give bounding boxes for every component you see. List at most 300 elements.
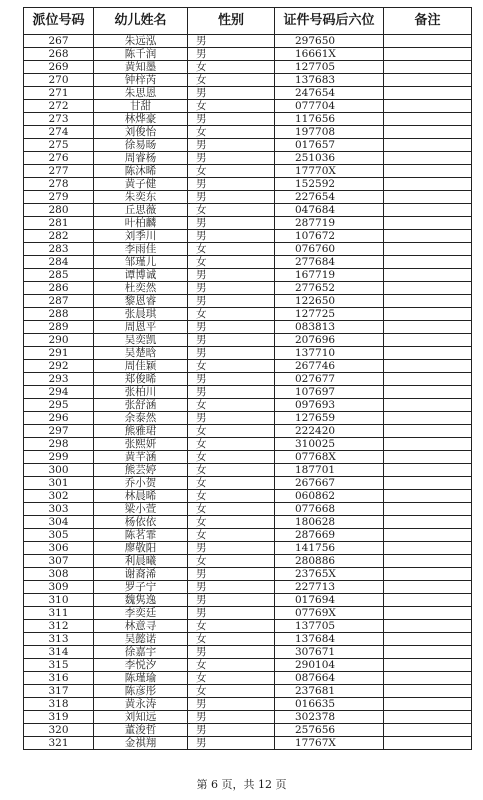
- cell-remarks: [384, 48, 472, 61]
- cell-lottery-number: 313: [24, 633, 94, 646]
- cell-child-name: 金祺翔: [94, 737, 188, 750]
- cell-id-last-six: 07769X: [275, 607, 384, 620]
- cell-id-last-six: 060862: [275, 490, 384, 503]
- cell-gender: 女: [188, 425, 275, 438]
- cell-remarks: [384, 607, 472, 620]
- cell-lottery-number: 281: [24, 217, 94, 230]
- cell-child-name: 黄知墨: [94, 61, 188, 74]
- cell-child-name: 朱远泓: [94, 35, 188, 48]
- cell-id-last-six: 310025: [275, 438, 384, 451]
- cell-lottery-number: 273: [24, 113, 94, 126]
- table-row: [24, 217, 472, 230]
- cell-id-last-six: 222420: [275, 425, 384, 438]
- table-row: [24, 152, 472, 165]
- cell-lottery-number: 274: [24, 126, 94, 139]
- cell-child-name: 谭博诚: [94, 269, 188, 282]
- cell-id-last-six: 197708: [275, 126, 384, 139]
- cell-lottery-number: 316: [24, 672, 94, 685]
- cell-id-last-six: 251036: [275, 152, 384, 165]
- cell-lottery-number: 293: [24, 373, 94, 386]
- cell-lottery-number: 321: [24, 737, 94, 750]
- table-row: [24, 282, 472, 295]
- cell-remarks: [384, 620, 472, 633]
- cell-remarks: [384, 321, 472, 334]
- cell-id-last-six: 152592: [275, 178, 384, 191]
- cell-remarks: [384, 243, 472, 256]
- cell-child-name: 叶柏麟: [94, 217, 188, 230]
- cell-gender: 男: [188, 386, 275, 399]
- cell-remarks: [384, 685, 472, 698]
- cell-gender: 女: [188, 165, 275, 178]
- cell-remarks: [384, 412, 472, 425]
- cell-id-last-six: 23765X: [275, 568, 384, 581]
- cell-child-name: 刘俊怡: [94, 126, 188, 139]
- table-row: [24, 113, 472, 126]
- cell-remarks: [384, 490, 472, 503]
- cell-gender: 女: [188, 477, 275, 490]
- cell-child-name: 朱奕东: [94, 191, 188, 204]
- cell-remarks: [384, 87, 472, 100]
- cell-id-last-six: 127705: [275, 61, 384, 74]
- cell-lottery-number: 286: [24, 282, 94, 295]
- cell-remarks: [384, 165, 472, 178]
- cell-remarks: [384, 113, 472, 126]
- cell-remarks: [384, 373, 472, 386]
- cell-id-last-six: 237681: [275, 685, 384, 698]
- cell-child-name: 谢裔浠: [94, 568, 188, 581]
- cell-id-last-six: 290104: [275, 659, 384, 672]
- cell-gender: 男: [188, 347, 275, 360]
- cell-lottery-number: 269: [24, 61, 94, 74]
- cell-remarks: [384, 594, 472, 607]
- table-row: [24, 607, 472, 620]
- table-row: [24, 308, 472, 321]
- cell-gender: 女: [188, 529, 275, 542]
- cell-child-name: 廖敬阳: [94, 542, 188, 555]
- cell-remarks: [384, 191, 472, 204]
- cell-id-last-six: 247654: [275, 87, 384, 100]
- cell-lottery-number: 288: [24, 308, 94, 321]
- cell-gender: 男: [188, 152, 275, 165]
- table-row: [24, 724, 472, 737]
- cell-gender: 男: [188, 295, 275, 308]
- cell-id-last-six: 077668: [275, 503, 384, 516]
- cell-gender: 男: [188, 113, 275, 126]
- cell-lottery-number: 309: [24, 581, 94, 594]
- table-row: [24, 61, 472, 74]
- cell-remarks: [384, 74, 472, 87]
- table-row: [24, 386, 472, 399]
- table-row: [24, 191, 472, 204]
- cell-lottery-number: 282: [24, 230, 94, 243]
- cell-id-last-six: 097693: [275, 399, 384, 412]
- table-row: [24, 360, 472, 373]
- cell-child-name: 徐易旸: [94, 139, 188, 152]
- cell-gender: 男: [188, 646, 275, 659]
- cell-remarks: [384, 698, 472, 711]
- cell-lottery-number: 304: [24, 516, 94, 529]
- cell-remarks: [384, 126, 472, 139]
- cell-id-last-six: 047684: [275, 204, 384, 217]
- cell-child-name: 李悦汐: [94, 659, 188, 672]
- cell-child-name: 丘思薇: [94, 204, 188, 217]
- cell-gender: 女: [188, 490, 275, 503]
- cell-remarks: [384, 516, 472, 529]
- cell-id-last-six: 17770X: [275, 165, 384, 178]
- header-row: [24, 8, 472, 35]
- table-row: [24, 477, 472, 490]
- table-row: [24, 529, 472, 542]
- cell-id-last-six: 227654: [275, 191, 384, 204]
- cell-child-name: 李奕廷: [94, 607, 188, 620]
- cell-remarks: [384, 425, 472, 438]
- cell-gender: 男: [188, 607, 275, 620]
- cell-id-last-six: 027677: [275, 373, 384, 386]
- cell-remarks: [384, 542, 472, 555]
- cell-remarks: [384, 61, 472, 74]
- cell-remarks: [384, 568, 472, 581]
- cell-child-name: 刘季川: [94, 230, 188, 243]
- cell-id-last-six: 167719: [275, 269, 384, 282]
- cell-remarks: [384, 737, 472, 750]
- table-row: [24, 659, 472, 672]
- cell-child-name: 周佳颖: [94, 360, 188, 373]
- cell-child-name: 乔小贺: [94, 477, 188, 490]
- cell-gender: 男: [188, 178, 275, 191]
- cell-gender: 男: [188, 269, 275, 282]
- header-child-name: 幼儿姓名: [94, 8, 188, 35]
- cell-lottery-number: 272: [24, 100, 94, 113]
- table-row: [24, 230, 472, 243]
- cell-remarks: [384, 633, 472, 646]
- cell-child-name: 陈沐晞: [94, 165, 188, 178]
- cell-remarks: [384, 659, 472, 672]
- cell-child-name: 郑俊晞: [94, 373, 188, 386]
- cell-id-last-six: 277684: [275, 256, 384, 269]
- cell-child-name: 黎恩睿: [94, 295, 188, 308]
- cell-id-last-six: 16661X: [275, 48, 384, 61]
- cell-lottery-number: 315: [24, 659, 94, 672]
- cell-child-name: 黄芊涵: [94, 451, 188, 464]
- cell-child-name: 罗子宁: [94, 581, 188, 594]
- cell-gender: 男: [188, 217, 275, 230]
- cell-child-name: 周睿杨: [94, 152, 188, 165]
- cell-gender: 男: [188, 334, 275, 347]
- table-row: [24, 347, 472, 360]
- cell-gender: 女: [188, 399, 275, 412]
- table-row: [24, 139, 472, 152]
- cell-remarks: [384, 256, 472, 269]
- cell-child-name: 杜奕然: [94, 282, 188, 295]
- cell-lottery-number: 298: [24, 438, 94, 451]
- cell-lottery-number: 308: [24, 568, 94, 581]
- table-row: [24, 165, 472, 178]
- cell-remarks: [384, 152, 472, 165]
- cell-id-last-six: 267667: [275, 477, 384, 490]
- cell-lottery-number: 314: [24, 646, 94, 659]
- cell-remarks: [384, 711, 472, 724]
- cell-lottery-number: 270: [24, 74, 94, 87]
- cell-gender: 男: [188, 724, 275, 737]
- cell-id-last-six: 107672: [275, 230, 384, 243]
- cell-id-last-six: 077704: [275, 100, 384, 113]
- cell-remarks: [384, 672, 472, 685]
- cell-lottery-number: 277: [24, 165, 94, 178]
- table-row: [24, 438, 472, 451]
- cell-lottery-number: 287: [24, 295, 94, 308]
- cell-lottery-number: 300: [24, 464, 94, 477]
- cell-id-last-six: 017657: [275, 139, 384, 152]
- cell-remarks: [384, 555, 472, 568]
- cell-gender: 女: [188, 464, 275, 477]
- cell-remarks: [384, 477, 472, 490]
- cell-id-last-six: 207696: [275, 334, 384, 347]
- cell-remarks: [384, 139, 472, 152]
- cell-remarks: [384, 451, 472, 464]
- cell-id-last-six: 137683: [275, 74, 384, 87]
- cell-remarks: [384, 308, 472, 321]
- cell-child-name: 张柏川: [94, 386, 188, 399]
- cell-id-last-six: 076760: [275, 243, 384, 256]
- cell-id-last-six: 017694: [275, 594, 384, 607]
- cell-lottery-number: 284: [24, 256, 94, 269]
- cell-remarks: [384, 269, 472, 282]
- table-row: [24, 334, 472, 347]
- table-row: [24, 399, 472, 412]
- table-row: [24, 685, 472, 698]
- cell-id-last-six: 17767X: [275, 737, 384, 750]
- cell-id-last-six: 257656: [275, 724, 384, 737]
- cell-child-name: 余泰然: [94, 412, 188, 425]
- cell-id-last-six: 227713: [275, 581, 384, 594]
- cell-lottery-number: 292: [24, 360, 94, 373]
- table-row: [24, 711, 472, 724]
- cell-remarks: [384, 581, 472, 594]
- table-row: [24, 620, 472, 633]
- cell-remarks: [384, 386, 472, 399]
- cell-lottery-number: 312: [24, 620, 94, 633]
- header-gender: 性别: [188, 8, 275, 35]
- cell-child-name: 杨依依: [94, 516, 188, 529]
- cell-lottery-number: 320: [24, 724, 94, 737]
- table-row: [24, 698, 472, 711]
- table-row: [24, 269, 472, 282]
- cell-id-last-six: 302378: [275, 711, 384, 724]
- cell-gender: 男: [188, 191, 275, 204]
- page-footer: 第 6 页，共 12 页: [196, 778, 287, 791]
- table-row: [24, 516, 472, 529]
- cell-gender: 女: [188, 503, 275, 516]
- cell-gender: 男: [188, 321, 275, 334]
- table-row: [24, 633, 472, 646]
- cell-gender: 女: [188, 633, 275, 646]
- table-body: [24, 35, 472, 750]
- table-row: [24, 490, 472, 503]
- cell-lottery-number: 311: [24, 607, 94, 620]
- header-lottery-number: 派位号码: [24, 8, 94, 35]
- cell-lottery-number: 291: [24, 347, 94, 360]
- cell-id-last-six: 180628: [275, 516, 384, 529]
- cell-child-name: 周恩平: [94, 321, 188, 334]
- cell-child-name: 陈彦彤: [94, 685, 188, 698]
- cell-lottery-number: 319: [24, 711, 94, 724]
- cell-lottery-number: 295: [24, 399, 94, 412]
- table-row: [24, 412, 472, 425]
- cell-lottery-number: 279: [24, 191, 94, 204]
- cell-remarks: [384, 503, 472, 516]
- cell-remarks: [384, 347, 472, 360]
- cell-gender: 女: [188, 126, 275, 139]
- cell-id-last-six: 083813: [275, 321, 384, 334]
- table-row: [24, 74, 472, 87]
- cell-lottery-number: 310: [24, 594, 94, 607]
- table-row: [24, 243, 472, 256]
- table-row: [24, 594, 472, 607]
- cell-gender: 女: [188, 243, 275, 256]
- cell-child-name: 利晨曦: [94, 555, 188, 568]
- cell-remarks: [384, 529, 472, 542]
- cell-remarks: [384, 217, 472, 230]
- cell-lottery-number: 297: [24, 425, 94, 438]
- cell-gender: 女: [188, 204, 275, 217]
- table-row: [24, 568, 472, 581]
- cell-id-last-six: 07768X: [275, 451, 384, 464]
- cell-gender: 女: [188, 451, 275, 464]
- cell-child-name: 董浚哲: [94, 724, 188, 737]
- cell-lottery-number: 294: [24, 386, 94, 399]
- table-row: [24, 464, 472, 477]
- roster-sheet: [23, 7, 471, 750]
- cell-gender: 女: [188, 685, 275, 698]
- cell-child-name: 李雨佳: [94, 243, 188, 256]
- cell-remarks: [384, 438, 472, 451]
- cell-child-name: 吴奕凯: [94, 334, 188, 347]
- table-row: [24, 295, 472, 308]
- cell-lottery-number: 318: [24, 698, 94, 711]
- cell-child-name: 刘知远: [94, 711, 188, 724]
- cell-gender: 女: [188, 672, 275, 685]
- cell-id-last-six: 117656: [275, 113, 384, 126]
- table-row: [24, 672, 472, 685]
- cell-lottery-number: 301: [24, 477, 94, 490]
- cell-gender: 男: [188, 373, 275, 386]
- header-remarks: 备注: [384, 8, 472, 35]
- cell-gender: 男: [188, 412, 275, 425]
- cell-child-name: 徐嘉宇: [94, 646, 188, 659]
- cell-lottery-number: 289: [24, 321, 94, 334]
- cell-gender: 男: [188, 230, 275, 243]
- cell-gender: 女: [188, 516, 275, 529]
- cell-remarks: [384, 295, 472, 308]
- cell-gender: 男: [188, 581, 275, 594]
- cell-gender: 男: [188, 35, 275, 48]
- cell-child-name: 钟梓芮: [94, 74, 188, 87]
- cell-lottery-number: 280: [24, 204, 94, 217]
- cell-id-last-six: 127725: [275, 308, 384, 321]
- table-row: [24, 178, 472, 191]
- cell-child-name: 陈茗霏: [94, 529, 188, 542]
- cell-id-last-six: 122650: [275, 295, 384, 308]
- table-row: [24, 503, 472, 516]
- cell-child-name: 黄永涛: [94, 698, 188, 711]
- table-row: [24, 373, 472, 386]
- cell-child-name: 林晨晞: [94, 490, 188, 503]
- cell-gender: 女: [188, 659, 275, 672]
- cell-child-name: 张晨琪: [94, 308, 188, 321]
- cell-remarks: [384, 334, 472, 347]
- cell-gender: 男: [188, 711, 275, 724]
- table-row: [24, 425, 472, 438]
- cell-remarks: [384, 204, 472, 217]
- cell-child-name: 邹瑾儿: [94, 256, 188, 269]
- roster-table: [23, 7, 472, 750]
- table-row: [24, 555, 472, 568]
- cell-lottery-number: 299: [24, 451, 94, 464]
- cell-id-last-six: 287719: [275, 217, 384, 230]
- cell-id-last-six: 141756: [275, 542, 384, 555]
- cell-gender: 男: [188, 87, 275, 100]
- cell-id-last-six: 277652: [275, 282, 384, 295]
- cell-lottery-number: 305: [24, 529, 94, 542]
- cell-lottery-number: 268: [24, 48, 94, 61]
- cell-gender: 男: [188, 698, 275, 711]
- cell-lottery-number: 278: [24, 178, 94, 191]
- cell-child-name: 吴懿诺: [94, 633, 188, 646]
- table-row: [24, 451, 472, 464]
- table-row: [24, 321, 472, 334]
- table-row: [24, 581, 472, 594]
- table-row: [24, 100, 472, 113]
- table-row: [24, 256, 472, 269]
- cell-remarks: [384, 399, 472, 412]
- cell-gender: 女: [188, 256, 275, 269]
- cell-gender: 男: [188, 48, 275, 61]
- cell-id-last-six: 297650: [275, 35, 384, 48]
- cell-id-last-six: 307671: [275, 646, 384, 659]
- cell-child-name: 张熙妍: [94, 438, 188, 451]
- cell-remarks: [384, 100, 472, 113]
- cell-lottery-number: 275: [24, 139, 94, 152]
- cell-child-name: 熊雅珺: [94, 425, 188, 438]
- cell-child-name: 林烨豪: [94, 113, 188, 126]
- cell-remarks: [384, 464, 472, 477]
- cell-lottery-number: 285: [24, 269, 94, 282]
- cell-remarks: [384, 35, 472, 48]
- cell-child-name: 林意寻: [94, 620, 188, 633]
- cell-id-last-six: 187701: [275, 464, 384, 477]
- cell-id-last-six: 287669: [275, 529, 384, 542]
- cell-lottery-number: 267: [24, 35, 94, 48]
- cell-lottery-number: 307: [24, 555, 94, 568]
- table-row: [24, 204, 472, 217]
- cell-id-last-six: 280886: [275, 555, 384, 568]
- cell-lottery-number: 276: [24, 152, 94, 165]
- table-row: [24, 646, 472, 659]
- cell-lottery-number: 290: [24, 334, 94, 347]
- cell-child-name: 陈瑾瑜: [94, 672, 188, 685]
- cell-id-last-six: 016635: [275, 698, 384, 711]
- cell-child-name: 张舒涵: [94, 399, 188, 412]
- cell-lottery-number: 283: [24, 243, 94, 256]
- cell-remarks: [384, 646, 472, 659]
- cell-gender: 女: [188, 74, 275, 87]
- cell-lottery-number: 306: [24, 542, 94, 555]
- cell-lottery-number: 317: [24, 685, 94, 698]
- cell-id-last-six: 127659: [275, 412, 384, 425]
- cell-id-last-six: 107697: [275, 386, 384, 399]
- cell-lottery-number: 303: [24, 503, 94, 516]
- cell-child-name: 吴楚晗: [94, 347, 188, 360]
